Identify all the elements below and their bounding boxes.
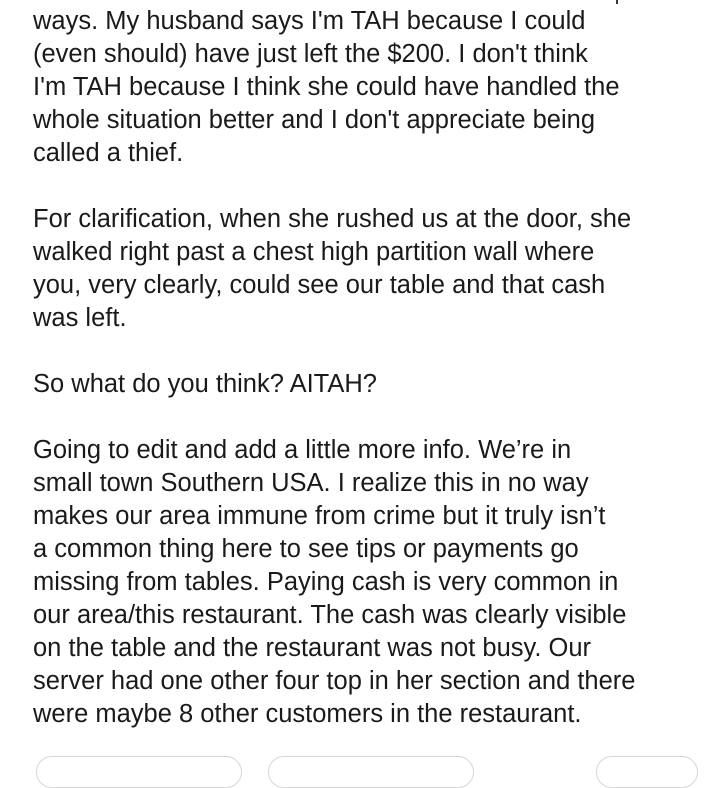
text-line: walked right past a chest high partition wall where: [33, 238, 595, 266]
text-line: server had one other four top in her section and there: [33, 667, 636, 695]
post-paragraph-1: [33, 5, 703, 170]
post-body: [33, 5, 703, 764]
text-line: So what do you think? AITAH?: [33, 370, 377, 398]
text-line: called a thief.: [33, 139, 184, 167]
text-line: missing from tables. Paying cash is very common in: [33, 568, 619, 596]
text-line: whole situation better and I don't appreciate being: [33, 106, 596, 134]
text-line: makes our area immune from crime but it truly isn’t: [33, 502, 606, 530]
text-line: was left.: [33, 304, 127, 332]
text-line: I'm TAH because I think she could have handled the: [33, 73, 620, 101]
text-line: you, very clearly, could see our table and that cash: [33, 271, 606, 299]
text-line: a common thing here to see tips or payments go: [33, 535, 579, 563]
post-action-bar: [0, 748, 720, 761]
text-line: our area/this restaurant. The cash was clearly visible: [33, 601, 627, 629]
text-line: Going to edit and add a little more info. We’re in: [33, 436, 572, 464]
text-line: on the table and the restaurant was not busy. Our: [33, 634, 592, 662]
clipped-glyph-fragment: [616, 0, 618, 4]
text-line: small town Southern USA. I realize this in no way: [33, 469, 589, 497]
text-line: ways. My husband says I'm TAH because I could: [33, 7, 586, 35]
post-paragraph-3: [33, 368, 703, 401]
post-paragraph-4: [33, 434, 703, 731]
text-line: were maybe 8 other customers in the restaurant.: [33, 700, 582, 728]
text-line: (even should) have just left the $200. I don't think: [33, 40, 588, 68]
text-line: For clarification, when she rushed us at the door, she: [33, 205, 632, 233]
post-paragraph-2: [33, 203, 703, 335]
